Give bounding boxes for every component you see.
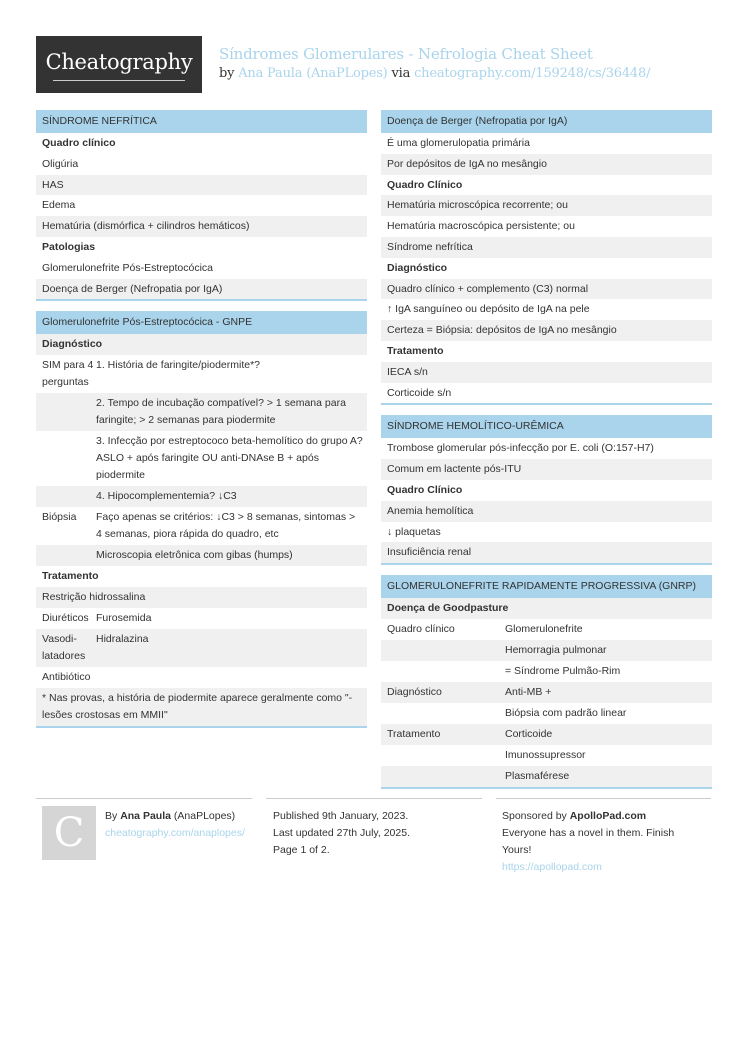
list-item: Por depósitos de IgA no mesângio [381, 154, 712, 175]
table-row [381, 745, 712, 766]
sponsor-link[interactable]: https://apollopad.com [502, 861, 602, 873]
right-column [381, 110, 712, 799]
table-row [36, 486, 367, 507]
row-label: Tratamento [387, 727, 441, 740]
subheading: Quadro Clínico [387, 483, 463, 496]
footer-author-handle: (AnaPLopes) [173, 810, 236, 822]
sponsor-name[interactable]: ApolloPad.com [569, 810, 647, 822]
table-row [381, 640, 712, 661]
row-value: Faço apenas se critérios: ↓C3 > 8 semanas, sintomas > 4 semanas, piora rápida do quadro, etc [96, 511, 356, 541]
list-item: Comum em lactente pós-ITU [381, 459, 712, 480]
list-item: É uma glomerulopatia primária [387, 137, 530, 149]
row-value: 2. Tempo de incubação compatível? > 1 semana para faringite; > 2 semanas para piodermite [96, 397, 346, 427]
row-label: Diuréticos [42, 611, 89, 624]
table-row [36, 545, 367, 566]
table-row [381, 619, 712, 640]
row-label [381, 705, 505, 722]
section-title: SÍNDROME HEMOLÍTICO-URÊMICA [381, 415, 712, 438]
footer-author-name[interactable]: Ana Paula [120, 810, 171, 822]
footer-divider [496, 798, 711, 799]
row-value: = Síndrome Pulmão-Rim [505, 664, 621, 677]
row-label [36, 547, 96, 564]
list-item: ↑ IgA sanguíneo ou depósito de IgA na pele [387, 303, 590, 316]
row-label [36, 433, 96, 484]
sponsor-label: Sponsored by [502, 810, 567, 822]
row-value: Corticoide [505, 727, 553, 740]
list-item: Quadro clínico + complemento (C3) normal [381, 279, 712, 300]
byline-via: via [391, 66, 411, 81]
list-item: Insuficiência renal [381, 542, 712, 563]
section-sindrome-hemolitico-uremica [381, 415, 712, 565]
table-row [36, 431, 367, 486]
list-item: HAS [36, 175, 367, 196]
section-title: Glomerulonefrite Pós-Estreptocócica - GNPE [36, 311, 367, 334]
row-label: SIM para 4 perguntas [42, 359, 94, 389]
footer-by: By [105, 810, 118, 822]
row-label: Diagnóstico [387, 685, 442, 698]
list-item: Corticoide s/n [387, 386, 452, 399]
list-item: Síndrome nefrítica [381, 237, 712, 258]
row-value: 1. História de faringite/piodermite*? [96, 359, 261, 372]
subheading: Diagnóstico [387, 261, 448, 274]
row-value: Anti-MB + [505, 685, 552, 698]
list-item: Hematúria macroscópica persistente; ou [387, 220, 575, 233]
row-label [381, 663, 505, 680]
section-gnpe [36, 311, 367, 727]
row-label [381, 768, 505, 785]
section-title: GLOMERULONEFRITE RAPIDAMENTE PROGRESSIVA (GNRP) [381, 575, 712, 598]
section-doenca-de-berger [381, 110, 712, 405]
byline [219, 66, 650, 81]
row-value: Furosemida [96, 611, 152, 624]
list-item: ↓ plaquetas [387, 525, 441, 538]
list-item: Hematúria microscópica recorrente; ou [381, 195, 712, 216]
table-row [36, 355, 367, 393]
row-value: Microscopia eletrônica com gibas (humps) [96, 549, 293, 562]
list-item: Antibiótico [42, 670, 91, 683]
list-item: Edema [42, 199, 76, 212]
subheading: Doença de Goodpasture [381, 598, 712, 619]
row-label [381, 642, 505, 659]
updated-date: Last updated 27th July, 2025. [273, 827, 410, 839]
row-value: Imunossupressor [505, 748, 586, 761]
cheatography-logo[interactable] [36, 36, 202, 93]
footer-sponsor [502, 808, 687, 876]
page-number: Page 1 of 2. [273, 844, 330, 856]
list-item: Certeza = Biópsia: depósitos de IgA no mesângio [381, 320, 712, 341]
table-row [381, 724, 712, 745]
table-row [381, 766, 712, 787]
table-row [36, 393, 367, 431]
author-link[interactable]: Ana Paula (AnaPLopes) [238, 66, 388, 81]
subheading: Quadro clínico [42, 137, 116, 149]
list-item: Anemia hemolítica [381, 501, 712, 522]
sheet-url-link[interactable]: cheatography.com/159248/cs/36448/ [414, 66, 651, 81]
footer-divider [266, 798, 482, 799]
row-label: Vasodi-latadores [42, 632, 86, 662]
row-label [36, 488, 96, 505]
row-label [381, 747, 505, 764]
row-value: Hemorragia pulmonar [505, 643, 607, 656]
footnote: * Nas provas, a história de piodermite aparece geralmente como "-lesões crostosas em MMII" [36, 688, 367, 726]
row-value: Hidralazina [96, 632, 149, 645]
section-title: SÍNDROME NEFRÍTICA [36, 110, 367, 133]
row-value: Glomerulonefrite [505, 622, 583, 635]
row-value: Biópsia com padrão linear [505, 706, 627, 719]
row-value: 3. Infecção por estreptococo beta-hemolítico do grupo A? ASLO + após faringite OU anti-DNAse B + após piodermite [96, 435, 363, 482]
row-label: Biópsia [42, 511, 77, 524]
avatar-letter: C [53, 810, 85, 856]
footer-author-link[interactable]: cheatography.com/anaplopes/ [105, 827, 245, 839]
footer-author [105, 808, 255, 842]
row-label: Quadro clínico [387, 622, 455, 635]
list-item: Trombose glomerular pós-infecção por E. coli (O:157-H7) [387, 442, 654, 455]
row-label [36, 395, 96, 429]
row-value: Plasmaférese [505, 769, 570, 782]
footer-dates [273, 808, 483, 859]
subheading: Tratamento [387, 344, 444, 357]
subheading: Tratamento [42, 570, 99, 583]
published-date: Published 9th January, 2023. [273, 810, 409, 822]
row-value: 4. Hipocomplementemia? ↓C3 [96, 490, 237, 503]
subheading: Quadro Clínico [387, 178, 463, 191]
section-title: Doença de Berger (Nefropatia por IgA) [381, 110, 712, 133]
page-title: Síndromes Glomerulares - Nefrologia Cheat Sheet [219, 45, 593, 63]
table-row [36, 507, 367, 545]
logo-text: Cheatography [45, 50, 193, 74]
section-gnrp [381, 575, 712, 789]
list-item: Glomerulonefrite Pós-Estreptocócica [42, 261, 213, 274]
list-item: Restrição hidrossalina [36, 587, 367, 608]
list-item: Hematúria (dismórfica + cilindros hemáticos) [36, 216, 367, 237]
logo-underline [53, 80, 185, 81]
left-column [36, 110, 367, 738]
list-item: Doença de Berger (Nefropatia por IgA) [36, 279, 367, 300]
byline-by: by [219, 66, 235, 81]
avatar[interactable] [42, 806, 96, 860]
sponsor-text: Everyone has a novel in them. Finish Yours! [502, 827, 675, 856]
footer-divider [36, 798, 252, 799]
list-item: Oligúria [42, 157, 79, 170]
list-item: IECA s/n [381, 362, 712, 383]
subheading: Diagnóstico [36, 334, 367, 355]
section-sindrome-nefritica [36, 110, 367, 301]
table-row [36, 608, 367, 629]
table-row [381, 682, 712, 703]
table-row [381, 661, 712, 682]
table-row [381, 703, 712, 724]
subheading: Patologias [42, 240, 96, 253]
table-row [36, 629, 367, 667]
